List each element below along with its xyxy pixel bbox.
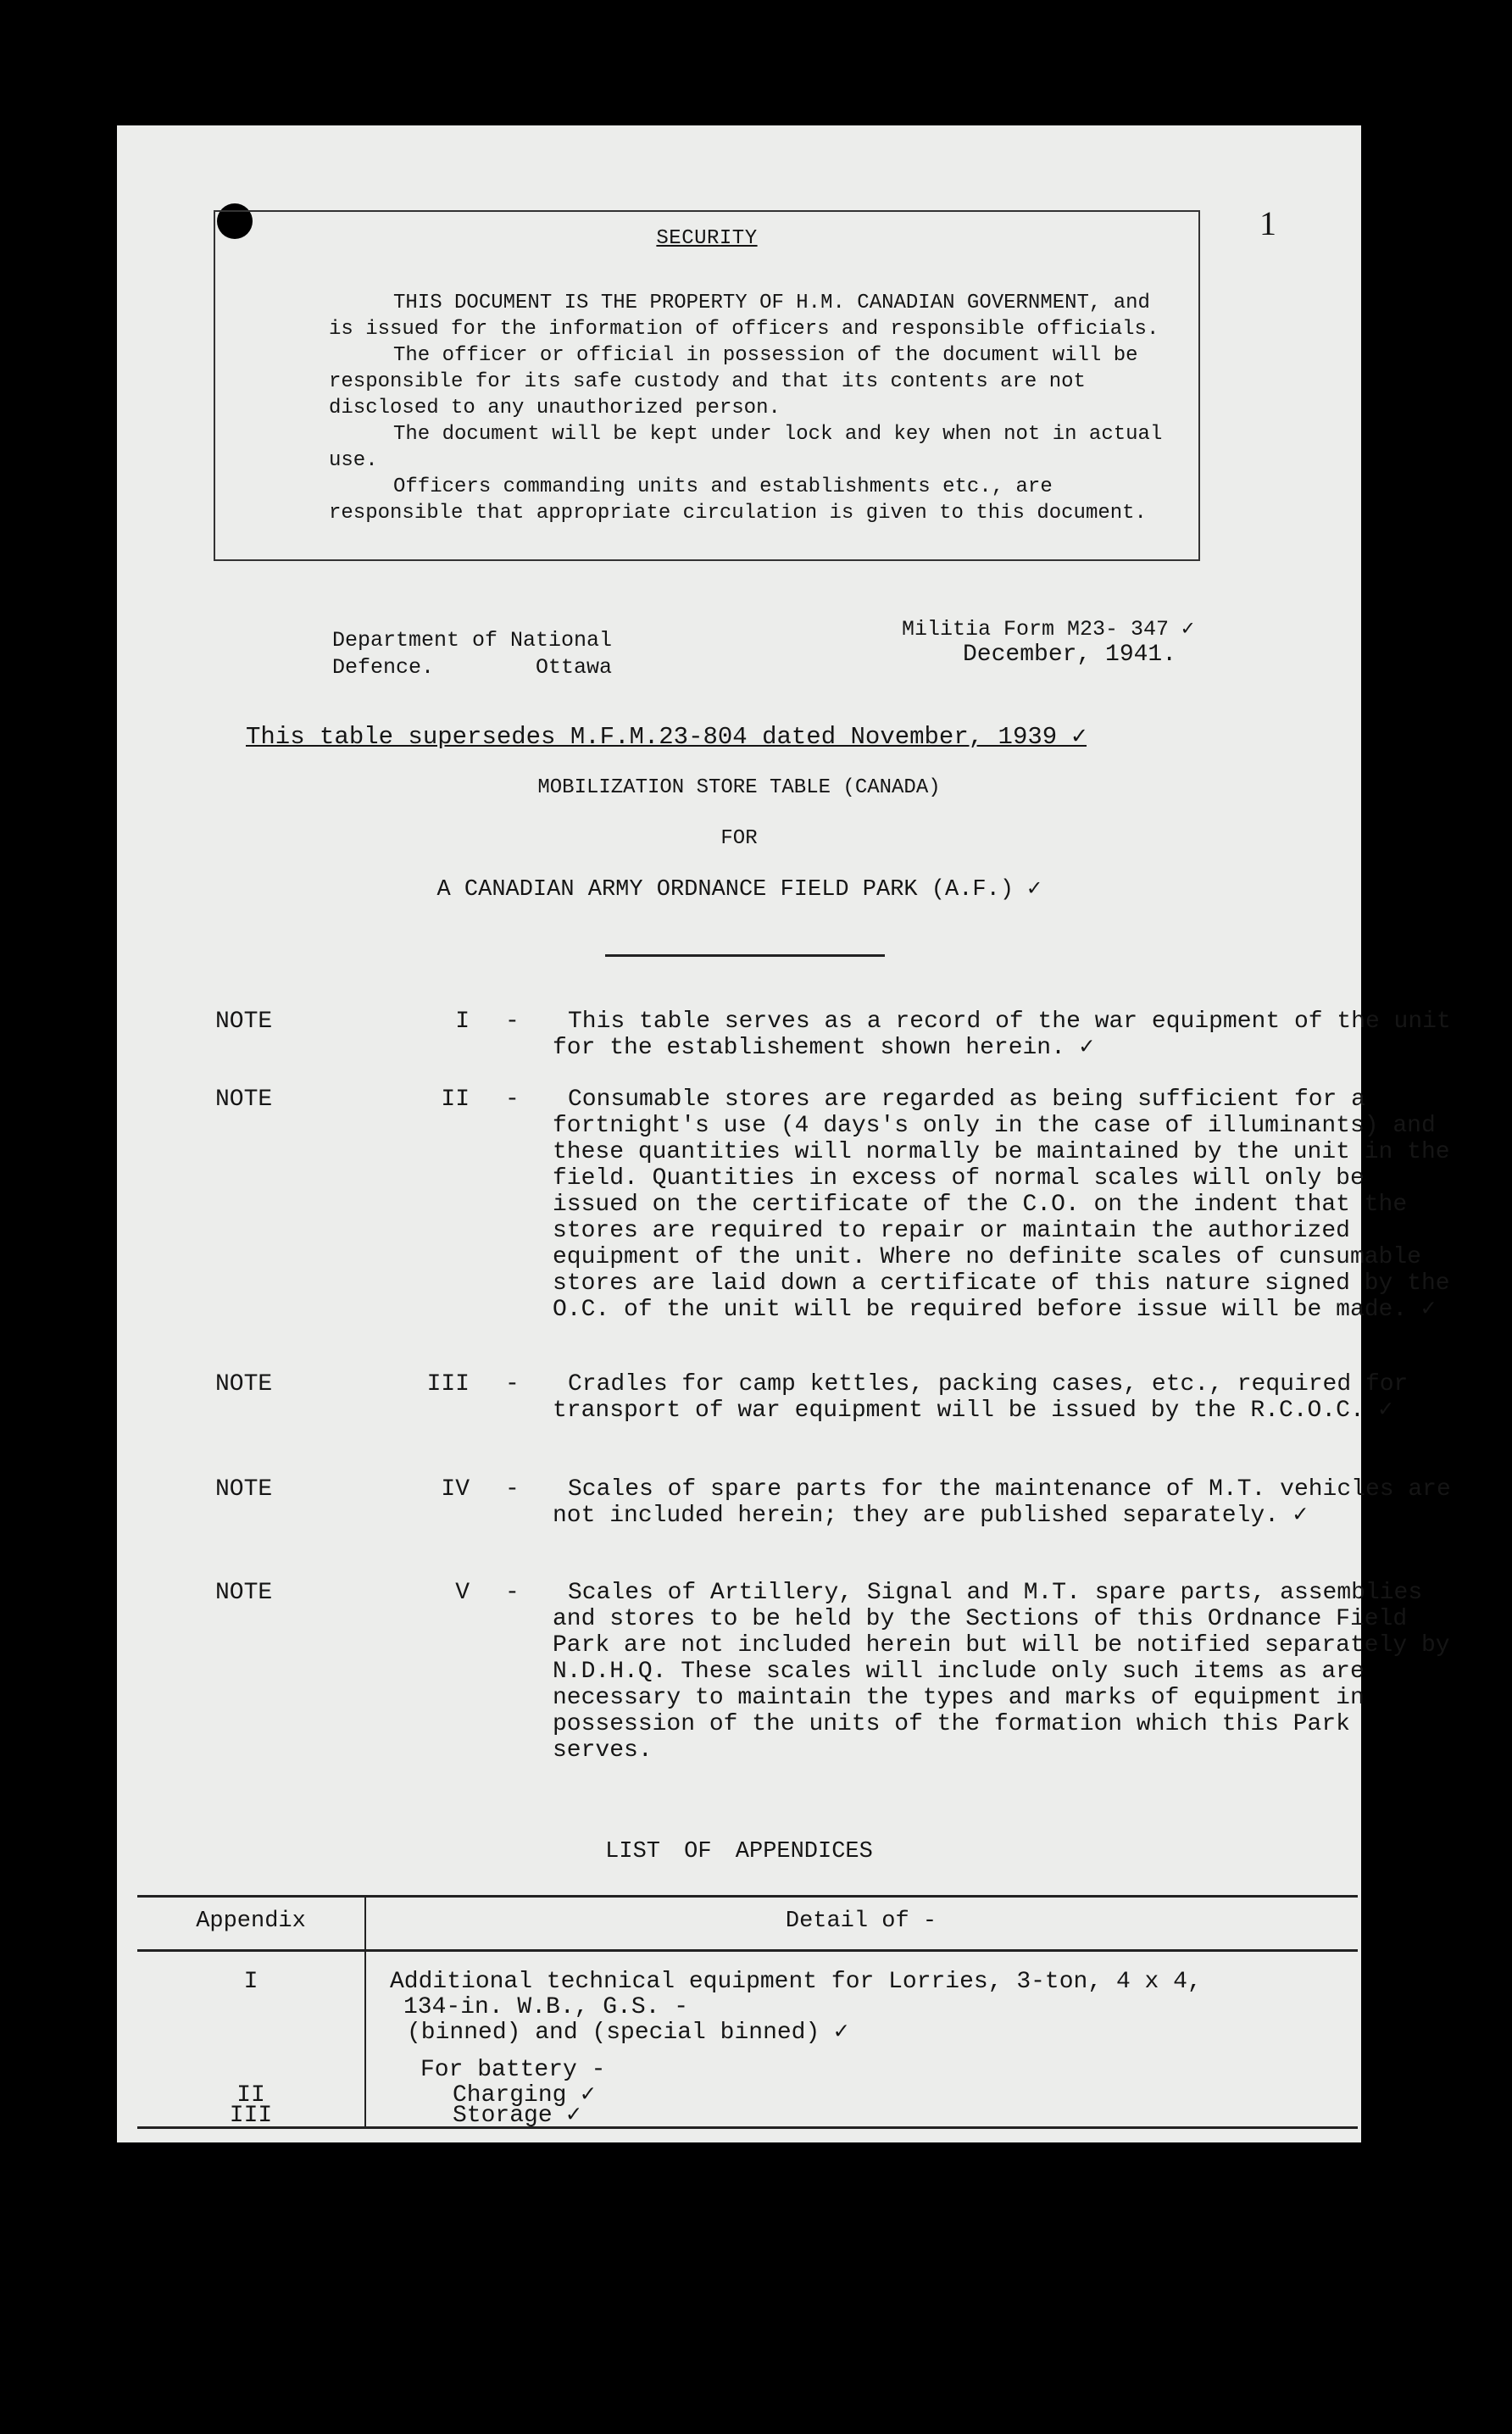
note-text: Scales of Artillery, Signal and M.T. spare parts, assemblies and stores to be held by the Sections of this Ordnance Field Park are not included herein but will be notified separately by N.D.H.Q. These scales will include only such items as are necessary to maintain the types and marks of equipment in possession of the units of the formation which this Park serves.	[553, 1580, 1450, 1764]
note-number: I	[455, 1009, 470, 1035]
security-paragraph: The document will be kept under lock and key when not in actual use.	[329, 423, 1163, 472]
appendix-detail: Charging ✓	[453, 2082, 596, 2109]
appendix-detail: Additional technical equipment for Lorries, 3-ton, 4 x 4,	[390, 1969, 1202, 1995]
appendix-number: II	[236, 2082, 265, 2109]
appendices-title: LIST OF APPENDICES	[605, 1839, 873, 1864]
form-date: December, 1941.	[963, 642, 1177, 668]
unit-title: A CANADIAN ARMY ORDNANCE FIELD PARK (A.F.) ✓	[436, 877, 1042, 903]
battery-heading: For battery -	[420, 2057, 606, 2083]
note-label: NOTE	[215, 1476, 273, 1503]
page-number: 1	[1259, 204, 1276, 242]
column-header-detail: Detail of -	[785, 1909, 937, 1934]
note-dash: -	[505, 1580, 520, 1606]
appendix-detail: Storage ✓	[453, 2103, 581, 2129]
note-label: NOTE	[215, 1086, 273, 1113]
security-title: SECURITY	[656, 227, 758, 250]
note-dash: -	[505, 1009, 520, 1035]
note-text: Cradles for camp kettles, packing cases, etc., required for transport of war equipment will be issued by the R.C.O.C. ✓	[553, 1371, 1409, 1424]
security-paragraph: THIS DOCUMENT IS THE PROPERTY OF H.M. CANADIAN GOVERNMENT, and is issued for the information of officers and responsible officials.	[329, 292, 1159, 341]
appendix-number: I	[243, 1969, 258, 1995]
note-dash: -	[505, 1086, 520, 1113]
note-number: V	[455, 1580, 470, 1606]
appendix-detail: 134-in. W.B., G.S. -	[403, 1994, 689, 2020]
table-rule	[137, 1895, 1358, 1898]
note-dash: -	[505, 1371, 520, 1398]
column-header-appendix: Appendix	[196, 1909, 306, 1934]
note-number: IV	[441, 1476, 470, 1503]
note-label: NOTE	[215, 1371, 273, 1398]
note-label: NOTE	[215, 1009, 273, 1035]
appendix-detail: (binned) and (special binned) ✓	[407, 2020, 848, 2046]
table-title: MOBILIZATION STORE TABLE (CANADA)	[537, 776, 941, 799]
note-text: This table serves as a record of the war equipment of the unit for the establishement shown herein. ✓	[553, 1009, 1451, 1061]
security-text	[329, 290, 1176, 526]
table-rule	[137, 1949, 1358, 1952]
appendices-table	[137, 1895, 1358, 2129]
title-for: FOR	[720, 827, 758, 850]
security-paragraph: The officer or official in possession of the document will be responsible for its safe custody and that its contents are not disclosed to any unauthorized person.	[329, 344, 1138, 420]
department-address: Department of National Defence. Ottawa	[332, 628, 613, 680]
supersedes-line: This table supersedes M.F.M.23-804 dated November, 1939 ✓	[246, 723, 1087, 751]
document-page	[117, 125, 1451, 2142]
note-number: III	[426, 1371, 470, 1398]
form-number: Militia Form M23- 347 ✓	[902, 617, 1195, 642]
form-reference	[902, 617, 1194, 668]
note-text: Consumable stores are regarded as being sufficient for a fortnight's use (4 days's only in the case of illuminants) and these quantities will normally be maintained by the unit in the field. Quantities in excess of normal scales will only be issued on the certificate of the C.O. on the indent that the stores are required to repair or maintain the authorized equipment of the unit. Where no definite scales of cunsumable stores are laid down a certificate of this nature signed by the O.C. of the unit will be required before issue will be made. ✓	[553, 1086, 1450, 1323]
appendix-number: III	[229, 2103, 273, 2129]
note-label: NOTE	[215, 1580, 273, 1606]
security-box	[214, 210, 1200, 561]
security-paragraph: Officers commanding units and establishments etc., are responsible that appropriate circulation is given to this document.	[329, 475, 1147, 525]
divider	[605, 954, 885, 957]
note-dash: -	[505, 1476, 520, 1503]
note-number: II	[441, 1086, 470, 1113]
note-text: Scales of spare parts for the maintenance of M.T. vehicles are not included herein; they are published separately. ✓	[553, 1476, 1451, 1529]
